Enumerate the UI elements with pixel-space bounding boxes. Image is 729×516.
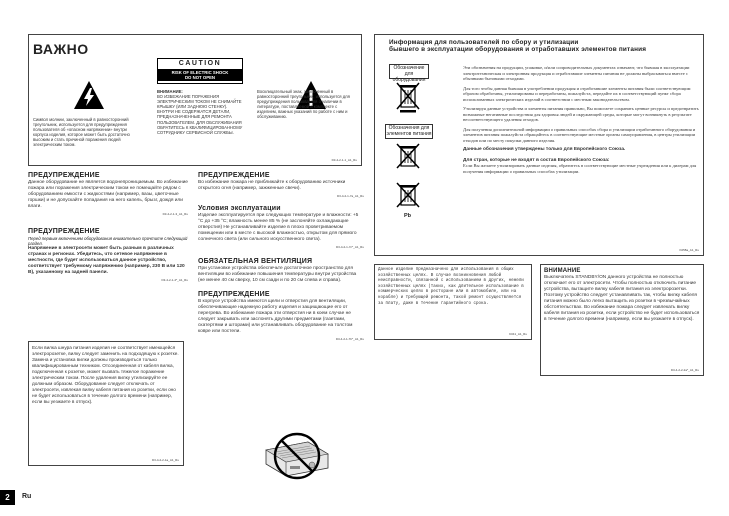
warning-openings-code: D3-4-2-1-7b*_A1_Ru [335, 337, 364, 341]
warning-water-title: ПРЕДУПРЕЖДЕНИЕ [28, 172, 100, 179]
disposal-title-2: бывшего в эксплуатации оборудования и отработавших элементов питания [389, 46, 647, 53]
conditions-title: Условия эксплуатации [198, 205, 281, 212]
standby-attention-box [540, 264, 704, 376]
crossed-bin-battery-icon [395, 142, 421, 172]
disposal-title [389, 39, 699, 53]
caution-label [157, 58, 243, 84]
caution-warning-label: ВНИМАНИЕ: [157, 89, 183, 94]
household-use-box [374, 264, 532, 340]
warning-voltage-sub: Перед первым включением оборудования внимательно прочтите следующий раздел. [28, 236, 188, 246]
warning-voltage-text: Напряжение в электросети может быть разным в различных странах и регионах. Убедитесь, что сетевое напряжение в местности, где будет использоваться данное устройство, соответствует требуемому напряжению (например, 230 В или 120 В), указанному на задней панели. [28, 246, 185, 275]
disposal-p1: Эти обозначения на продукции, упаковке, и/или сопроводительных документах означают, что бывшая в эксплуатации электротехническая и электронная продукция и отработавшие элементы питания не должны выбрасываться вместе с обычными бытовыми отходами. [463, 65, 690, 81]
warning-openings-title: ПРЕДУПРЕЖДЕНИЕ [198, 291, 270, 298]
attention-title: ВНИМАНИЕ [544, 268, 581, 274]
column-2 [198, 172, 364, 341]
disposal-info-box [374, 34, 704, 256]
language-label: Ru [22, 493, 32, 500]
important-box [28, 34, 362, 166]
battery-symbol-label: Обозначения для элементов питания [386, 125, 432, 137]
exclamation-description: Восклицательный знак, заключенный в равносторонний треугольник, используется для предупреждения пользователя о наличии в литературе, поставляемой в комплекте с изделием, важных указаний по работе с ним и обслуживанию. [257, 89, 350, 120]
disposal-text [463, 65, 699, 174]
plug-box [28, 341, 184, 466]
warning-voltage-title: ПРЕДУПРЕЖДЕНИЕ [28, 228, 100, 235]
disposal-code: K058a_A1_Ru [679, 248, 699, 252]
disposal-p3: Утилизируя данные устройства и элементы питания правильно, Вы помогаете сохранить ценные ресурсы и предотвратить возможные негативные последствия для здоровья людей и окружающей среды, которые могут возникнуть в результате несоответствующего удаления отходов. [463, 106, 699, 122]
disposal-p6: Если Вы желаете утилизировать данные изделия, обратитесь в соответствующие местные учреждения или к дилерам для получения информации о правильных способах утилизации. [463, 163, 697, 174]
conditions-text: Изделие эксплуатируется при следующих температуре и влажности: +5 °C до +35 °C; влажность менее 85 % (не заслоняйте охлаждающие отверстия) Не устанавливайте изделие в плохо проветриваемом помещении или в месте с высокой влажностью, открытом для прямого солнечного света (или сильного искусственного света). [198, 213, 359, 242]
lightning-warning-icon [73, 79, 105, 111]
page-number: 2 [0, 490, 15, 505]
caution-subtitle [158, 69, 242, 81]
pb-label: Pb [404, 213, 412, 219]
attention-text: Выключатель STANDBY/ON данного устройства не полностью отключает его от электросети. Чтобы полностью отключить питание устройства, вытащите вилку кабеля питания из электророзетки. Поэтому устройство следует устанавливать так, чтобы вилку кабеля питания можно было легко вытащить из розетки в чрезвычайных обстоятельствах. Во избежание пожара следует извлекать вилку кабеля питания из розетки, если устройство не будет использоваться в течение долгого времени (например, если вы уезжаете в отпуск). [544, 275, 700, 322]
plug-text: Если вилка шнура питания изделия не соответствует имеющейся электророзетке, вилку следует заменить на подходящую к розетке. Замена и установка вилки должны производиться только квалифицированным техником. Отсоединенная от кабеля вилка, подключенная к розетке, может вызвать тяжелое поражение электрическим током. После удаления вилку утилизируйте ее должным образом. Оборудование следует отключать от электросети, извлекая вилку кабеля питания из розетки, если оно не будет использоваться в течение долгого времени (например, если вы уезжаете в отпуск). [32, 345, 179, 404]
warning-water-code: D3-4-2-1-3_A1_Ru [162, 212, 188, 216]
warning-fire-text: Во избежание пожара не приближайте к оборудованию источники открытого огня (например, зажженные свечи). [198, 180, 346, 191]
warning-voltage-code: D3-4-2-1-4*_A1_Ru [161, 278, 188, 282]
page-heading: ВАЖНО [33, 41, 89, 57]
crossed-bin-pb-icon [395, 181, 421, 211]
ventilation-title: ОБЯЗАТЕЛЬНАЯ ВЕНТИЛЯЦИЯ [198, 258, 313, 265]
plug-code: D3-4-2-2-1a_A1_Ru [151, 458, 179, 462]
caution-title: CAUTION [178, 60, 222, 67]
equipment-symbol-label: Обозначение для оборудования [389, 64, 429, 79]
caution-warning-text: ВО ИЗБЕЖАНИЕ ПОРАЖЕНИЯ ЭЛЕКТРИЧЕСКИМ ТОКОМ НЕ СНИМАЙТЕ КРЫШКУ (ИЛИ ЗАДНЮЮ СТЕНКУ). ВНУТРИ НЕ СОДЕРЖАТСЯ ДЕТАЛИ, ПРЕДНАЗНАЧЕННЫЕ ДЛЯ РЕМОНТА ПОЛЬЗОВАТЕЛЕМ. ДЛЯ ОБСЛУЖИВАНИЯ ОБРАТИТЕСЬ К КВАЛИФИЦИРОВАННОМУ СОТРУДНИКУ СЕРВИСНОЙ СЛУЖБЫ. [157, 94, 243, 135]
disposal-p4: Для получения дополнительной информации о правильных способах сбора и утилизации отработанного оборудования и элементов питания пожалуйста обращайтесь в соответствующие местные органы самоуправления, в центры утилизации отходов или по месту покупки данного изделия. [463, 126, 696, 143]
disposal-p5: Данные обозначения утверждены только для Европейского Союза. [463, 147, 626, 152]
crossed-bin-equipment-icon [395, 81, 421, 113]
attention-code: D3-4-2-2-2a*_A1_Ru [670, 368, 699, 372]
disposal-p2: Для того чтобы данная бывшая в употреблении продукция и отработавшие элементы питания были соответствующим образом обработаны, утилизированы и переработаны, пожалуйста, передайте их в соответствующий пункт сбора использованных электрических изделий в соответствии с местным законодательством. [463, 85, 691, 102]
disposal-title-1: Информация для пользователей по сбору и утилизации [389, 39, 579, 46]
warning-fire-title: ПРЕДУПРЕЖДЕНИЕ [198, 172, 270, 179]
no-blocking-receiver-illustration [252, 428, 336, 484]
caution-subtitle-2: DO NOT OPEN [184, 75, 216, 80]
warning-water-text: Данное оборудование не является водонепроницаемым. Во избежание пожара или поражения электрическим током не помещайте рядом с оборудованием емкости с жидкостями (например, вазы, цветочные горшки) и не допускайте попадания на него капель, брызг, дождя или влаги. [28, 180, 188, 209]
conditions-code: D3-4-2-1-7c*_A1_Ru [335, 245, 364, 249]
caution-subtitle-1: RISK OF ELECTRIC SHOCK [171, 70, 229, 75]
warning-openings-text: В корпусе устройства имеются щели и отверстия для вентиляции, обеспечивающие надежную работу изделия и защищающие его от перегрева. Во избежание пожара эти отверстия ни в коем случае не следует закрывать или заслонять другими предметами (газетами, скатертями и шторами) или устанавливать оборудование на толстом ковре или постели. [198, 299, 353, 334]
important-code: D3-4-2-1-1_A1_Ru [331, 158, 357, 162]
ventilation-text: При установке устройства обеспечьте достаточное пространство для вентиляции во избежание повышения температуры внутри устройства (не менее 40 см сверху, 10 см сзади и по 20 см слева и справа). [198, 266, 357, 283]
disposal-p6-title: Для стран, которые не входят в состав Европейского Союза: [463, 157, 610, 163]
lightning-description: Символ молнии, заключенный в равносторонний треугольник, используется для предупреждения пользователя об «опасном напряжении» внутри корпуса изделия, которое может быть достаточно высоким и стать причиной поражения людей электрическим током. [33, 117, 130, 148]
warning-fire-code: D3-4-2-1-7a_A1_Ru [336, 194, 364, 198]
caution-warning [157, 89, 245, 135]
household-use-code: K041_A1_Ru [509, 332, 527, 336]
column-1 [28, 172, 188, 282]
household-use-text: Данное изделие предназначено для использования в общих хозяйственных целях. В случае возникновения любой неисправности, связанной с использованием в других, нежели хозяйственных целях (таких, как длительное использование в коммерческих целях в ресторане или в автомобиле, или на корабле) и требующей ремонта, такой ремонт осуществляется за плату, даже в течение гарантийного срока. [378, 268, 524, 306]
